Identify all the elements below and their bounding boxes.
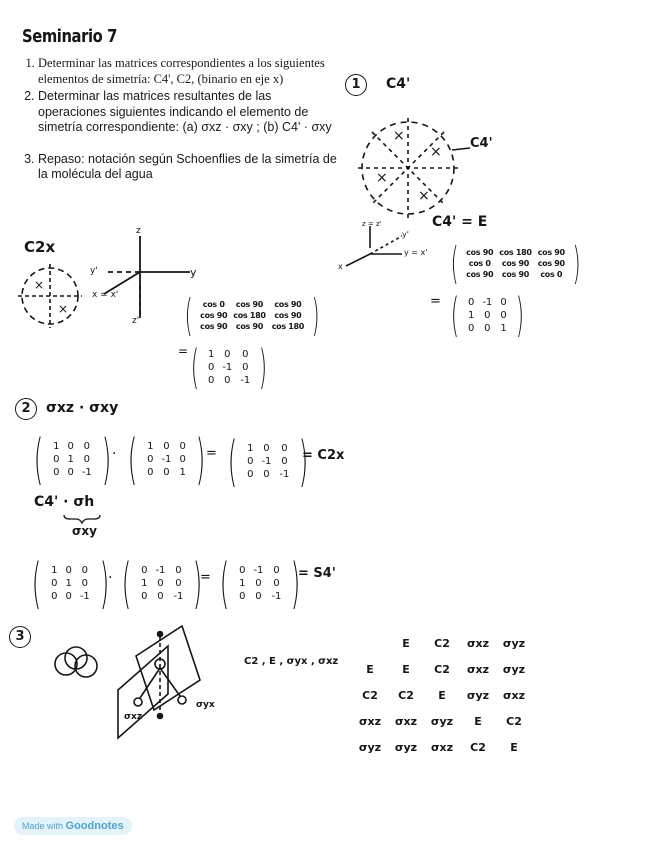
sigma-xy-matrix: ( 1 0 0 0 -1 0 0 0 1 ) [127,428,206,491]
table-header-cell: σxz [466,636,490,650]
plane-xz-label: σxz [124,712,143,722]
equals-sign-c4: = [430,294,441,309]
sigma-xz-matrix: ( 1 0 0 0 1 0 0 0 -1 ) [33,428,112,491]
goodnotes-brand: Goodnotes [65,820,124,832]
table-cell: E [510,740,518,754]
axis-y-eq-label: y = x' [404,248,428,257]
table-header-cell: E [402,636,410,650]
table-cell: σyz [358,740,382,754]
symmetry-elements-label: C2 , E , σyx , σxz [244,656,339,667]
section-1-number: 1 [345,74,367,96]
table-row [352,682,532,708]
table-cell: C2 [398,688,414,702]
table-cell: E [474,714,482,728]
section-3-number: 3 [9,626,31,648]
equals-sign-a: = [206,446,217,461]
section-2-number: 2 [15,398,37,420]
c4-cos-matrix: ( cos 90 cos 180 cos 90 cos 0 cos 90 cos 90 cos 90 cos 90 cos 0 ) [450,238,581,289]
axis-zprime-label: z' [132,316,140,326]
axis-x-c4-label: x [338,262,343,271]
table-cell: E [366,662,374,676]
c4-identity-label: C4' = E [432,214,488,230]
c4-stereogram [358,118,470,218]
table-cell: C2 [362,688,378,702]
result-b-label: = S4' [298,566,336,581]
equals-sign: = [178,344,189,358]
task-item-1: 1. Determinar las matrices correspondientes a los siguientes elementos de simetría: C4', C2, (binario en eje x) [38,56,338,87]
stereo-mark-2: × [430,144,442,160]
axis-x-label: x = x' [92,290,119,300]
table-cell: E [438,688,446,702]
result-a-matrix: ( 1 0 0 0 -1 0 0 0 -1 ) [227,430,309,493]
table-cell: C2 [470,740,486,754]
c4-axis-label: C4' [470,136,493,151]
op-b-sub-label: σxy [72,524,97,538]
stereo-mark-3: × [376,170,388,186]
c2x-axes [104,236,190,318]
table-cell: C2 [506,714,522,728]
op-a-label: σxz · σxy [46,400,119,416]
c2x-stereogram [18,264,82,328]
axis-y-label: y [190,266,197,279]
stereo-mark-1: × [393,128,405,144]
dot-operator: · [112,446,117,462]
op-b-matrix-1: ( 1 0 0 0 1 0 0 0 -1 ) [31,552,110,615]
c4-label: C4' [386,76,411,92]
table-cell: σxz [502,688,526,702]
character-table [352,630,532,760]
stereo-mark-5: × [34,278,45,292]
task-item-3: 3. Repaso: notación según Schoenflies de la simetría de la molécula del agua [38,152,338,183]
equals-sign-b: = [200,570,211,585]
c4-matrix: ( 0 -1 0 1 0 0 0 0 1 ) [450,288,524,342]
axis-yprime-c4-label: y' [402,230,409,239]
task-item-2: 2. Determinar las matrices resultantes de las operaciones siguientes indicando el elemento de simetría correspondiente: (a) σxz · σxy ; (b) C4' · σxy [38,89,338,136]
table-cell: σxz [430,740,454,754]
table-cell: σyz [430,714,454,728]
op-b-matrix-2: ( 0 -1 0 1 0 0 0 0 -1 ) [121,552,203,615]
table-row [352,708,532,734]
table-header-row [352,630,532,656]
table-cell: E [402,662,410,676]
c2x-label: C2x [24,238,56,256]
table-cell: C2 [434,662,450,676]
c2x-matrix: ( 1 0 0 0 -1 0 0 0 -1 ) [190,340,268,394]
table-cell: σyz [466,688,490,702]
table-cell: σyz [394,740,418,754]
result-b-matrix: ( 0 -1 0 1 0 0 0 0 -1 ) [219,552,301,615]
table-cell: σxz [358,714,382,728]
page-title: Seminario 7 [22,26,117,47]
stereo-mark-4: × [418,188,430,204]
underbrace [64,515,100,523]
result-a-label: = C2x [302,448,345,463]
plane-yx-label: σyx [196,700,215,710]
table-header-cell: σyz [502,636,526,650]
table-row [352,734,532,760]
table-cell: σxz [466,662,490,676]
axis-z-eq-label: z = z' [362,220,382,228]
stereo-mark-6: × [58,302,69,316]
made-with-label: Made with [22,821,64,831]
axis-yprime-label: y' [90,266,98,276]
table-row [352,656,532,682]
table-header-cell: C2 [434,636,450,650]
c2x-cos-matrix: ( cos 0 cos 90 cos 90 cos 90 cos 180 cos 90 cos 90 cos 90 cos 180 ) [184,290,320,341]
table-cell: σxz [394,714,418,728]
axis-z-label: z [136,226,141,236]
dot-operator-b: · [108,570,113,586]
c4-axes [346,226,402,266]
goodnotes-badge[interactable] [14,817,132,835]
table-cell: σyz [502,662,526,676]
op-b-label: C4' · σh [34,494,95,510]
